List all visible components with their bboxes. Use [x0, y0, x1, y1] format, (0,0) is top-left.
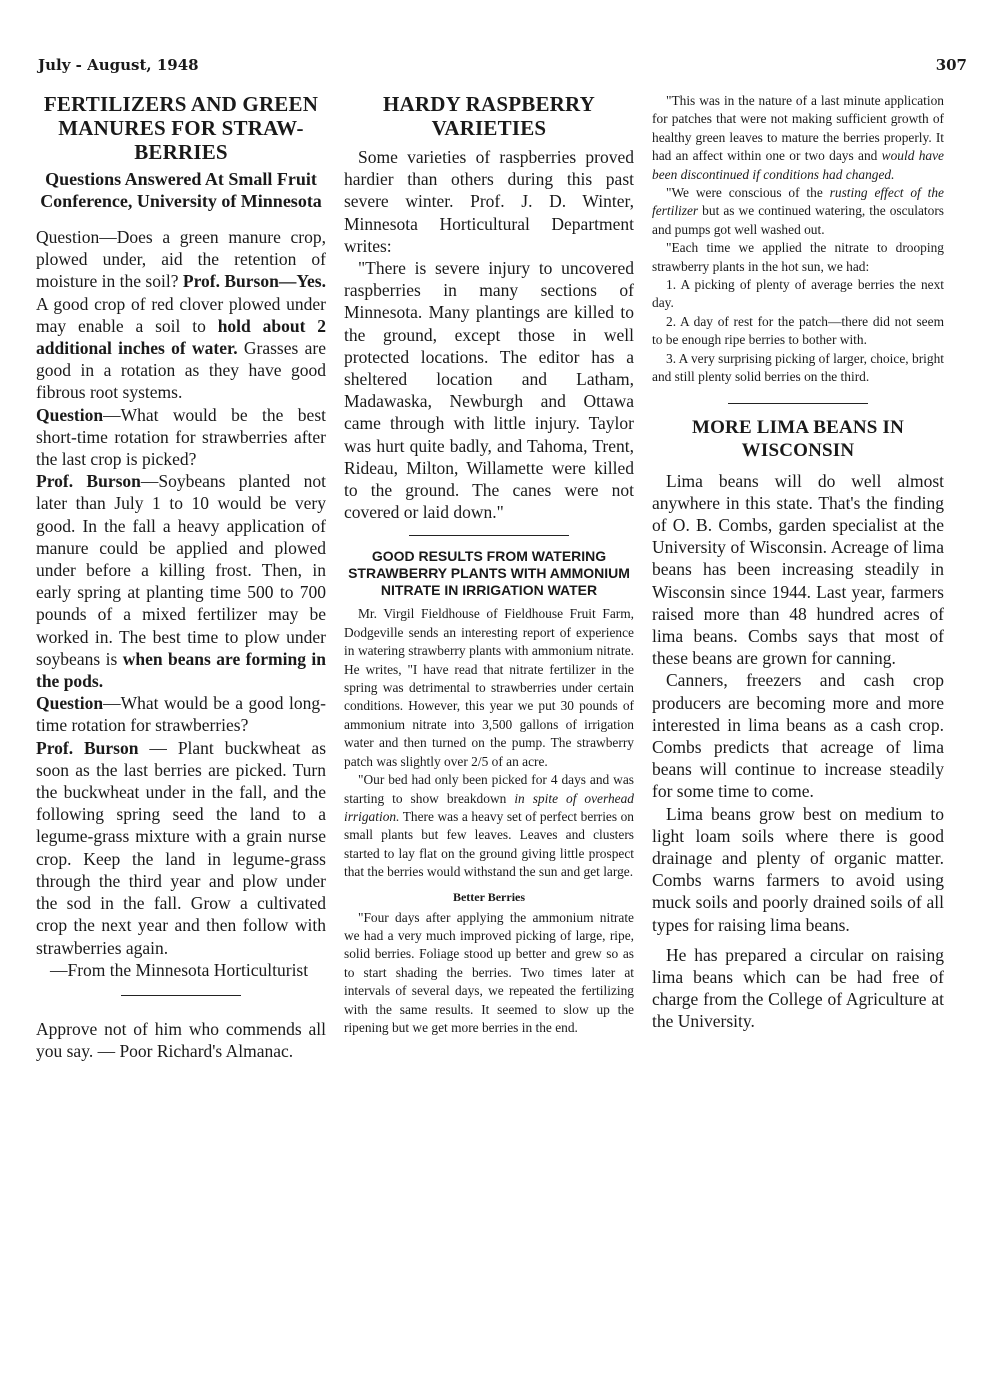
paragraph: Mr. Virgil Fieldhouse of Fieldhouse Fruit Farm, Dodgeville sends an interesting report of experience in watering strawberry plants with ammonium nitrate. He writes, "I have read that nitrate fertilizer in the spring was detrimental to strawberries under certain conditions. However, this year we put 30 pounds of ammonium nitrate into 3,500 gallons of irrigation water and then turned on the pump. The strawberry patch was slightly over 2/5 of an acre.	[344, 606, 634, 769]
emphasis-text: in spite of overhead irrigation.	[344, 790, 634, 824]
quote: Approve not of him who commends all you say. — Poor Richard's Almanac.	[36, 1018, 326, 1062]
answer-text: — Plant buckwheat as soon as the last berries are picked. Turn the buckwheat under in the fall, and the following spring seed the land to a legume-grass mixture with a grain nurse crop. Keep the land in legume-grass through the third year and plow under the sod in the fall. Grow a cultivated crop the next year and then follow with strawberries again.	[36, 737, 327, 958]
text: "This was in the nature of a last minute application for patches that were not making sufficient growth of healthy green leaves to mature the berries properly. It had an affect within one or two days and	[652, 93, 944, 164]
paragraph: Lima beans will do well almost anywhere in this state. That's the finding of O. B. Combs, garden specialist at the University of Wisconsin. Acreage of lima beans has been increasing steadily in Wisconsin since 1944. Last year, farmers raised more than 48 hundred acres of lima beans. Combs says that most of these beans are grown for canning.	[652, 470, 944, 669]
paragraph	[344, 771, 634, 881]
page-number: 307	[935, 56, 967, 74]
answer-label: Prof. Burson	[36, 471, 141, 492]
question-label: Question	[36, 404, 104, 425]
paragraph	[36, 692, 326, 736]
paragraph: Canners, freezers and cash crop producers are becoming more and more interested in lima beans as a cash crop. Combs predicts that acreage of lima beans will continue to increase steadily for some time to come.	[652, 670, 944, 802]
list-item: 2. A day of rest for the patch—there did not seem to be enough ripe berries to bother with.	[652, 313, 944, 348]
divider	[121, 995, 241, 996]
issue-date: July - August, 1948	[38, 56, 199, 74]
article-title-watering: GOOD RESULTS FROM WATERING STRAWBERRY PLANTS WITH AMMONIUM NITRATE IN IRRIGATION WATER	[348, 548, 630, 599]
paragraph: Some varieties of raspberries proved hardier than others during this past severe winter. Prof. J. D. Winter, Minnesota Horticultural Department writes:	[344, 147, 634, 256]
text: but as we continued watering, the osculators and pumps got well washed out.	[652, 203, 944, 237]
divider	[728, 403, 868, 404]
column-right	[652, 92, 944, 1033]
paragraph	[652, 92, 944, 184]
article-title-lima-beans: MORE LIMA BEANS IN WISCONSIN	[691, 416, 905, 461]
emphasis-text: when beans are forming in the pods.	[36, 648, 326, 692]
question-text: —What would be a good long-time rotation for strawberries?	[36, 693, 326, 736]
answer-label: Prof. Burson—Yes.	[182, 271, 326, 292]
paragraph	[652, 184, 944, 239]
answer-text: Grasses are good in a rotation as they have good fibrous root systems.	[36, 338, 326, 403]
paragraph: "There is severe injury to uncovered raspberries in many sections of Minnesota. Many plantings are killed to the ground, except those in well protected locations. The editor has a sheltered location and Latham, Madawaska, Newburgh and Ottawa came through with little injury. Taylor was hurt quite badly, and Tahoma, Trent, Rideau, Milton, Willamette were killed to the ground. The canes were not covered or laid down."	[344, 258, 634, 523]
article-title-fertilizers: FERTILIZERS AND GREEN MANURES FOR STRAW-BERRIES	[43, 92, 319, 164]
subheading-better-berries: Better Berries	[452, 889, 526, 904]
paragraph	[36, 226, 326, 404]
question-text: —What would be the best short-time rotation for strawberries after the last crop is picked?	[36, 404, 326, 470]
article-title-raspberry: HARDY RASPBERRY VARIETIES	[382, 92, 596, 140]
emphasis-text: hold about 2 additional inches of water.	[36, 315, 326, 359]
article-subtitle-fertilizers: Questions Answered At Small Fruit Conference, University of Minnesota	[40, 169, 322, 211]
paragraph	[36, 404, 326, 471]
question-label: Question	[36, 693, 104, 714]
question-text: Question—Does a green manure crop, plowed under, aid the retention of moisture in the soil?	[36, 227, 326, 292]
paragraph: "Each time we applied the nitrate to drooping strawberry plants in the hot sun, we had:	[652, 240, 944, 274]
text: "We were conscious of the	[666, 185, 830, 201]
paragraph: He has prepared a circular on raising lima beans which can be had free of charge from the College of Agriculture at the University.	[652, 944, 944, 1032]
paragraph	[36, 737, 326, 959]
answer-label: Prof. Burson	[36, 737, 139, 758]
divider	[409, 535, 569, 536]
answer-text: A good crop of red clover plowed under may enable a soil to	[36, 293, 326, 336]
paragraph	[36, 470, 326, 692]
column-middle	[344, 92, 634, 1037]
answer-text: —Soybeans planted not later than July 1 to 10 would be very good. In the fall a heavy application of manure could be applied and plowed under before a killing frost. Then, in early spring at planting time 500 to 700 pounds of a mixed fertilizer may be worked in. The best time to plow under soybeans is	[36, 471, 326, 669]
column-left	[36, 92, 326, 1062]
text: There was a heavy set of perfect berries on small plants but few leaves. Leaves and clusters started to lay flat on the ground giving little prospect that the berries would withstand the sun and get large.	[344, 808, 634, 880]
emphasis-text: would have been discontinued if conditions had changed.	[652, 148, 944, 182]
paragraph: Lima beans grow best on medium to light loam soils where there is good drainage and plenty of organic matter. Combs warns farmers to avoid using muck soils and poorly drained soils of all types for raising lima beans.	[652, 803, 944, 935]
text: "Our bed had only been picked for 4 days and was starting to show breakdown	[344, 772, 634, 806]
emphasis-text: rusting effect of the fertilizer	[652, 185, 944, 219]
attribution: —From the Minnesota Horticulturist	[50, 959, 309, 980]
list-item: 1. A picking of plenty of average berries the next day.	[652, 277, 944, 311]
list-item: 3. A very surprising picking of larger, choice, bright and still plenty solid berries on the third.	[652, 350, 944, 385]
paragraph: "Four days after applying the ammonium nitrate we had a very much improved picking of large, ripe, solid berries. Foliage stood up better and grew so as to start shading the berries. Two times later at intervals of several days, we repeated the fertilizing with the same results. It seemed to slow up the ripening but we get more berries in the end.	[344, 909, 634, 1035]
